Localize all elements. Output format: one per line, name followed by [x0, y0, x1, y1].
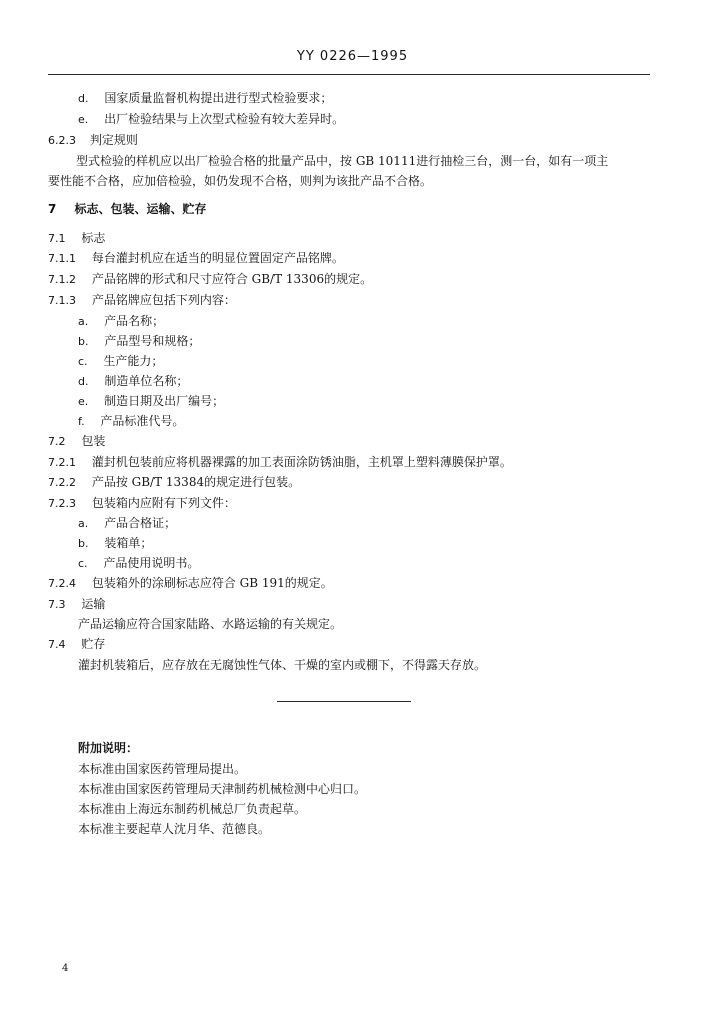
paragraph-line: 型式检验的样机应以出厂检验合格的批量产品中，按 GB 10111进行抽检三台，测一台，如有一项主 [76, 154, 609, 168]
paragraph-line: 产品运输应符合国家陆路、水路运输的有关规定。 [78, 617, 343, 631]
header-divider [48, 74, 650, 75]
list-item: e. 出厂检验结果与上次型式检验有较大差异时。 [78, 112, 345, 126]
list-item: b. 装箱单； [78, 536, 153, 550]
clause-7-2-1: 7.2.1 灌封机包装前应将机器裸露的加工表面涂防锈油脂，主机罩上塑料薄膜保护罩。 [48, 455, 512, 469]
section-7-2-heading: 7.2 包装 [48, 434, 106, 448]
list-item: c. 生产能力； [78, 354, 164, 368]
clause-7-1-2: 7.1.2 产品铭牌的形式和尺寸应符合 GB/T 13306的规定。 [48, 272, 373, 286]
end-divider [277, 701, 411, 702]
section-6-2-3-heading: 6.2.3 判定规则 [48, 133, 138, 147]
list-item: e. 制造日期及出厂编号； [78, 394, 225, 408]
list-item: b. 产品型号和规格； [78, 334, 201, 348]
section-7-4-heading: 7.4 贮存 [48, 637, 106, 651]
clause-7-1-1: 7.1.1 每台灌封机应在适当的明显位置固定产品铭牌。 [48, 251, 344, 265]
clause-7-2-3: 7.2.3 包装箱内应附有下列文件： [48, 496, 236, 510]
list-item: a. 产品合格证； [78, 516, 177, 530]
notes-line: 本标准主要起草人沈月华、范德良。 [78, 822, 271, 836]
notes-line: 本标准由国家医药管理局天津制药机械检测中心归口。 [78, 782, 367, 796]
list-item: d. 制造单位名称； [78, 374, 189, 388]
clause-7-2-4: 7.2.4 包装箱外的涂刷标志应符合 GB 191的规定。 [48, 576, 333, 590]
notes-line: 本标准由上海远东制药机械总厂负责起草。 [78, 802, 307, 816]
list-item: f. 产品标准代号。 [78, 414, 185, 428]
notes-line: 本标准由国家医药管理局提出。 [78, 762, 247, 776]
standard-code-header: YY 0226—1995 [296, 49, 409, 64]
list-item: a. 产品名称； [78, 314, 165, 328]
list-item: c. 产品使用说明书。 [78, 556, 200, 570]
list-item: d. 国家质量监督机构提出进行型式检验要求； [78, 91, 333, 105]
page-number: 4 [62, 963, 69, 974]
section-7-1-heading: 7.1 标志 [48, 231, 106, 245]
paragraph-line: 灌封机装箱后，应存放在无腐蚀性气体、干燥的室内或棚下，不得露天存放。 [78, 658, 487, 672]
section-7-heading: 7 标志、包装、运输、贮存 [48, 202, 207, 216]
notes-title: 附加说明： [78, 741, 139, 755]
clause-7-1-3: 7.1.3 产品铭牌应包括下列内容： [48, 293, 236, 307]
clause-7-2-2: 7.2.2 产品按 GB/T 13384的规定进行包装。 [48, 475, 301, 489]
section-7-3-heading: 7.3 运输 [48, 597, 106, 611]
paragraph-line: 要性能不合格，应加倍检验，如仍发现不合格，则判为该批产品不合格。 [48, 174, 433, 188]
